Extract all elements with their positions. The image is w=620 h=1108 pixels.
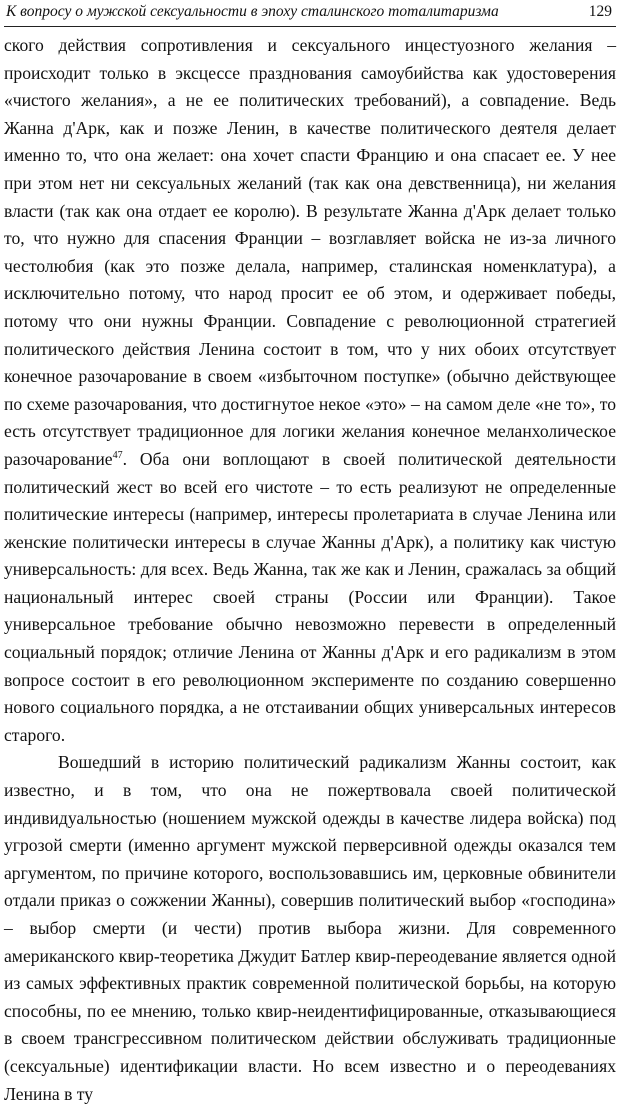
paragraph-text: ского действия сопротивления и сексуального инцестуозного желания – происходит только в эксцессе празднования самоубийства как удостоверения «чистого желания», а не ее политических требований), а совпадение. Ведь Жанна д'Арк, как и позже Ленин, в качестве политического деятеля делает именно то, что она желает: она хочет спасти Францию и она спасает ее. У нее при этом нет ни сексуальных желаний (так как она девственница), ни желания власти (так как она отдает ее королю). В результате Жанна д'Арк делает только то, что нужно для спасения Франции – возглавляет войска не из-за личного честолюбия (как это позже делала, например, сталинская номенклатура), а исключительно потому, что народ просит ее об этом, и одерживает победы, потому что они нужны Франции. Совпадение с революционной стратегией политического действия Ленина состоит в том, что у них обоих отсутствует конечное разочарование в своем «избыточном поступке» (обычно действующее по схеме разочарования, что достигнутое некое «это» – на самом деле «не то», то есть отсутствует традиционное для логики желания конечное меланхолическое разочарование — [4, 35, 616, 469]
paragraph: Вошедший в историю политический радикализм Жанны состоит, как известно, и в том, что она не пожертвовала своей политической индивидуальностью (ношением мужской одежды в качестве лидера войска) под угрозой смерти (именно аргумент мужской перверсивной одежды оказался тем аргументом, по причине которого, воспользовавшись им, церковные обвинители отдали приказ о сожжении Жанны), совершив политический выбор «господина» – выбор смерти (и чести) против выбора жизни. Для современного американского квир-теоретика Джудит Батлер квир-переодевание является одной из самых эффективных практик современной политической борьбы, на которую способны, по ее мнению, только квир-неидентифицированные, отказывающиеся в своем трансгрессивном политическом действии обслуживать традиционные (сексуальные) идентификации власти. Но всем известно и о переодеваниях Ленина в ту — [4, 752, 616, 1104]
body-text — [4, 32, 616, 1108]
footnote-reference[interactable]: 47 — [112, 450, 123, 462]
running-head — [4, 0, 616, 27]
paragraph-text: . Оба они воплощают в своей политической деятельности политический жест во всей его чистоте – то есть реализуют не определенные политические интересы (например, интересы пролетариата в случае Ленина или женские политически интересы в случае Жанны д'Арк), а политику как чистую универсальность: для всех. Ведь Жанна, так же как и Ленин, сражалась за общий национальный интерес своей страны (России или Франции). Такое универсальное требование обычно невозможно перевести в определенный социальный порядок; отличие Ленина от Жанны д'Арк и его радикализм в этом вопросе состоит в его революционном эксперименте по созданию совершенно нового социального порядка, а не отстаивании общих универсальных интересов старого. — [4, 448, 616, 745]
page-number: 129 — [588, 3, 612, 20]
running-head-title: К вопросу о мужской сексуальности в эпоху сталинского тоталитаризма — [6, 3, 499, 20]
paragraph-continued — [4, 32, 616, 749]
